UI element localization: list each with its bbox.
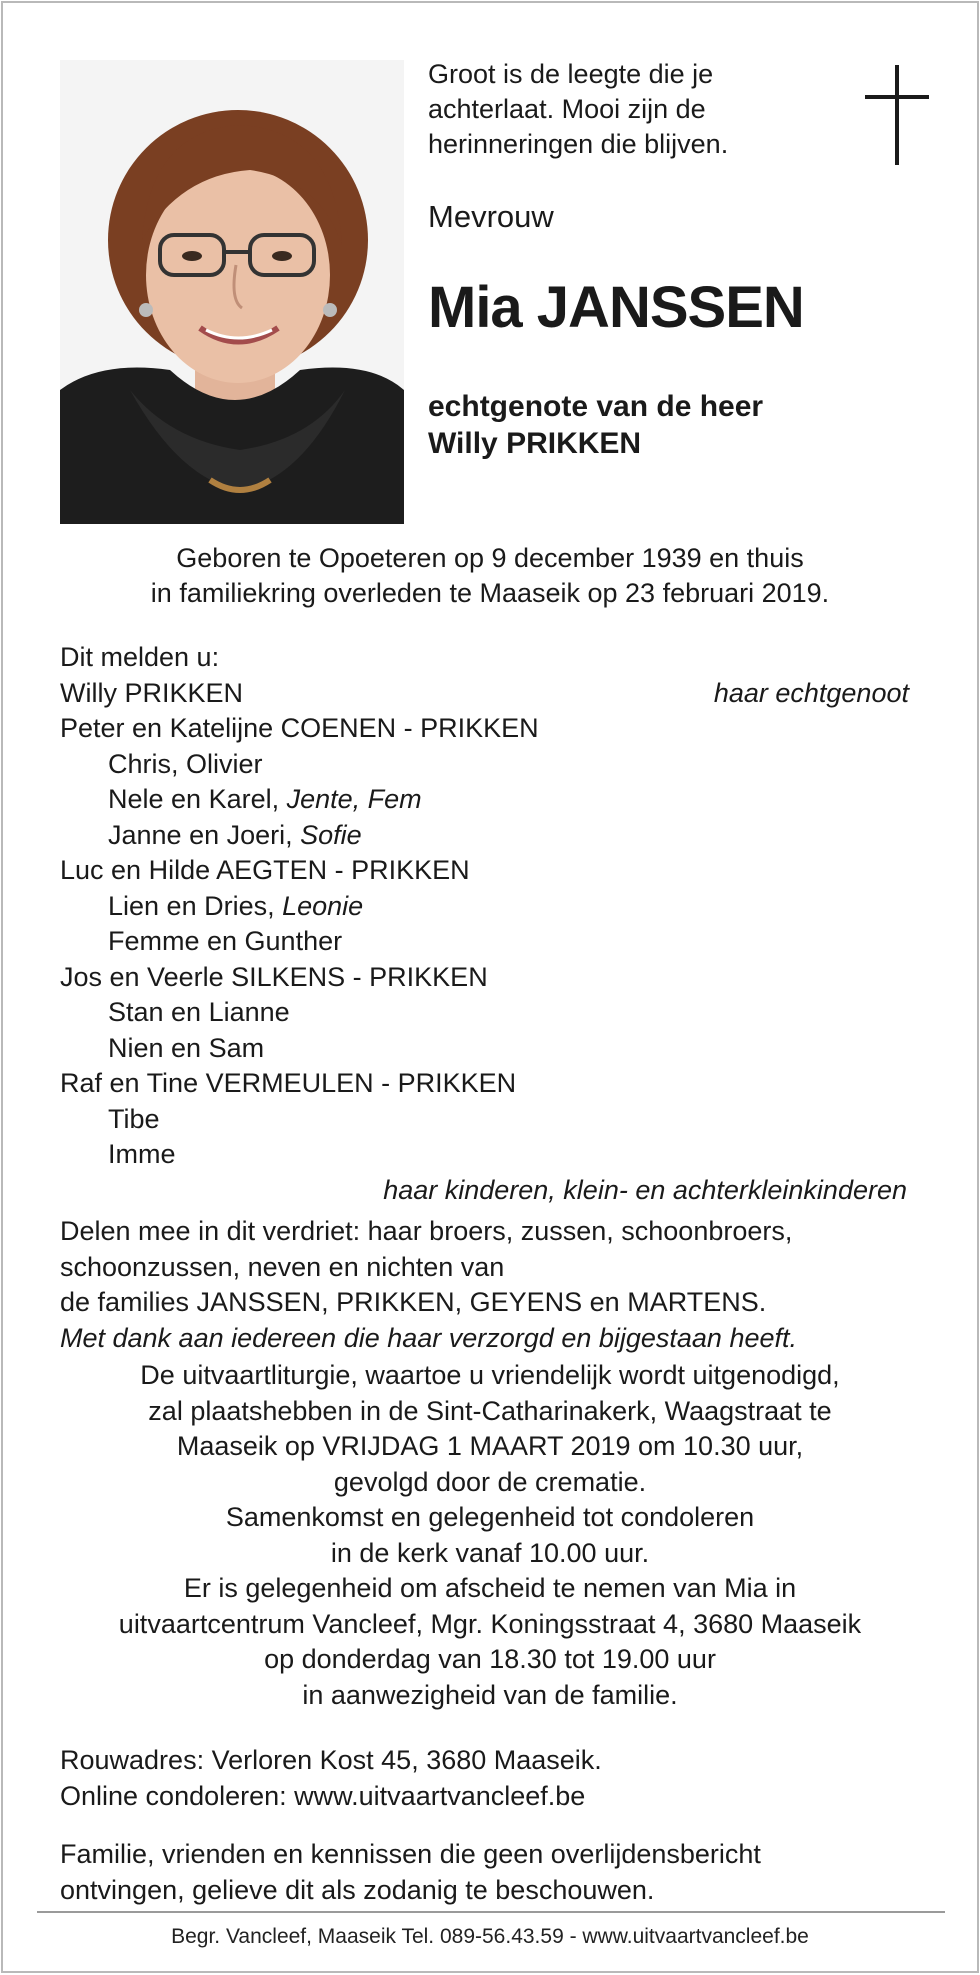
ceremony-line: Samenkomst en gelegenheid tot condoleren <box>225 1502 755 1532</box>
child-names: Femme en Gunther <box>108 926 343 956</box>
memorial-quote <box>428 57 848 162</box>
thanks-line: Met dank aan iedereen die haar verzorgd en bijgestaan heeft. <box>60 1322 798 1353</box>
ceremony-line: Er is gelegenheid om afscheid te nemen van Mia in <box>183 1573 797 1603</box>
child-names: Stan en Lianne <box>108 997 290 1027</box>
child-names: Chris, Olivier <box>108 748 263 779</box>
husband-role: haar echtgenoot <box>713 677 909 708</box>
share-line: Delen mee in dit verdriet: haar broers, zussen, schoonbroers, <box>60 1216 793 1246</box>
child-names: Janne en Joeri, <box>108 819 293 850</box>
child-row <box>60 782 920 818</box>
online-condolence: Online condoleren: www.uitvaartvancleef.be <box>60 1780 586 1811</box>
death-line: in familiekring overleden te Maaseik op 23 februari 2019. <box>150 578 830 608</box>
husband-name: Willy PRIKKEN <box>60 677 244 708</box>
ceremony-line: in de kerk vanaf 10.00 uur. <box>330 1537 650 1568</box>
spouse-info <box>428 388 763 462</box>
spouse-line: Willy PRIKKEN <box>428 427 642 460</box>
parents-row: Peter en Katelijne COENEN - PRIKKEN <box>60 713 539 743</box>
ceremony-line: Maaseik op VRIJDAG 1 MAART 2019 om 10.30 uur, <box>176 1431 804 1461</box>
ceremony-line: op donderdag van 18.30 tot 19.00 uur <box>264 1644 716 1674</box>
child-row <box>60 995 920 1031</box>
ceremony-line: in aanwezigheid van de familie. <box>302 1679 678 1710</box>
salutation: Mevrouw <box>428 199 554 234</box>
footer-divider <box>37 1911 945 1913</box>
husband-row <box>60 676 920 712</box>
funeral-ceremony-info <box>3 1358 977 1713</box>
portrait-photo <box>60 60 404 524</box>
parents-row: Raf en Tine VERMEULEN - PRIKKEN <box>60 1068 517 1098</box>
obituary-card <box>1 1 979 1973</box>
ceremony-line: gevolgd door de crematie. <box>333 1466 647 1497</box>
ceremony-line: De uitvaartliturgie, waartoe u vriendelijk wordt uitgenodigd, <box>140 1360 840 1390</box>
contact-info <box>60 1743 940 1814</box>
birth-line: Geboren te Opoeteren op 9 december 1939 en thuis <box>176 543 804 573</box>
child-row <box>60 1137 920 1173</box>
child-names: Nele en Karel, <box>108 784 280 814</box>
child-row <box>60 889 920 925</box>
deceased-name: Mia JANSSEN <box>428 275 804 340</box>
ceremony-line: zal plaatshebben in de Sint-Catharinakerk, Waagstraat te <box>148 1395 832 1426</box>
quote-line: herinneringen die blijven. <box>428 129 729 159</box>
ceremony-line: uitvaartcentrum Vancleef, Mgr. Koningsstraat 4, 3680 Maaseik <box>118 1608 862 1639</box>
quote-line: achterlaat. Mooi zijn de <box>428 94 706 124</box>
family-list <box>60 640 920 1208</box>
closing-note <box>60 1837 940 1908</box>
child-row <box>60 1102 920 1138</box>
child-names: Imme <box>108 1139 176 1169</box>
closing-line: Familie, vrienden en kennissen die geen overlijdensbericht <box>60 1839 761 1869</box>
quote-line: Groot is de leegte die je <box>428 59 714 89</box>
child-row <box>60 924 920 960</box>
funeral-home-footer: Begr. Vancleef, Maaseik Tel. 089-56.43.59 - www.uitvaartvancleef.be <box>171 1925 809 1948</box>
condolence-notes <box>60 1214 940 1356</box>
child-names: Tibe <box>108 1103 160 1134</box>
grandchildren-names: Sofie <box>300 819 362 850</box>
closing-line: ontvingen, gelieve dit als zodanig te beschouwen. <box>60 1874 655 1905</box>
grandchildren-names: Jente, Fem <box>286 784 422 814</box>
mourning-address: Rouwadres: Verloren Kost 45, 3680 Maaseik. <box>60 1745 602 1775</box>
parents-row: Luc en Hilde AEGTEN - PRIKKEN <box>60 855 470 885</box>
children-role: haar kinderen, klein- en achterkleinkinderen <box>383 1174 907 1205</box>
grandchildren-names: Leonie <box>282 890 364 921</box>
child-row <box>60 1031 920 1067</box>
spouse-line: echtgenote van de heer <box>428 390 764 423</box>
child-row <box>60 747 920 783</box>
child-names: Lien en Dries, <box>108 890 275 921</box>
birth-death-details <box>3 541 977 611</box>
child-row <box>60 818 920 854</box>
cross-icon <box>865 65 929 165</box>
share-line: de families JANSSEN, PRIKKEN, GEYENS en MARTENS. <box>60 1287 767 1317</box>
child-names: Nien en Sam <box>108 1032 265 1063</box>
family-intro: Dit melden u: <box>60 642 220 672</box>
parents-row: Jos en Veerle SILKENS - PRIKKEN <box>60 961 488 992</box>
share-line: schoonzussen, neven en nichten van <box>60 1251 505 1282</box>
portrait-illustration <box>60 60 404 524</box>
